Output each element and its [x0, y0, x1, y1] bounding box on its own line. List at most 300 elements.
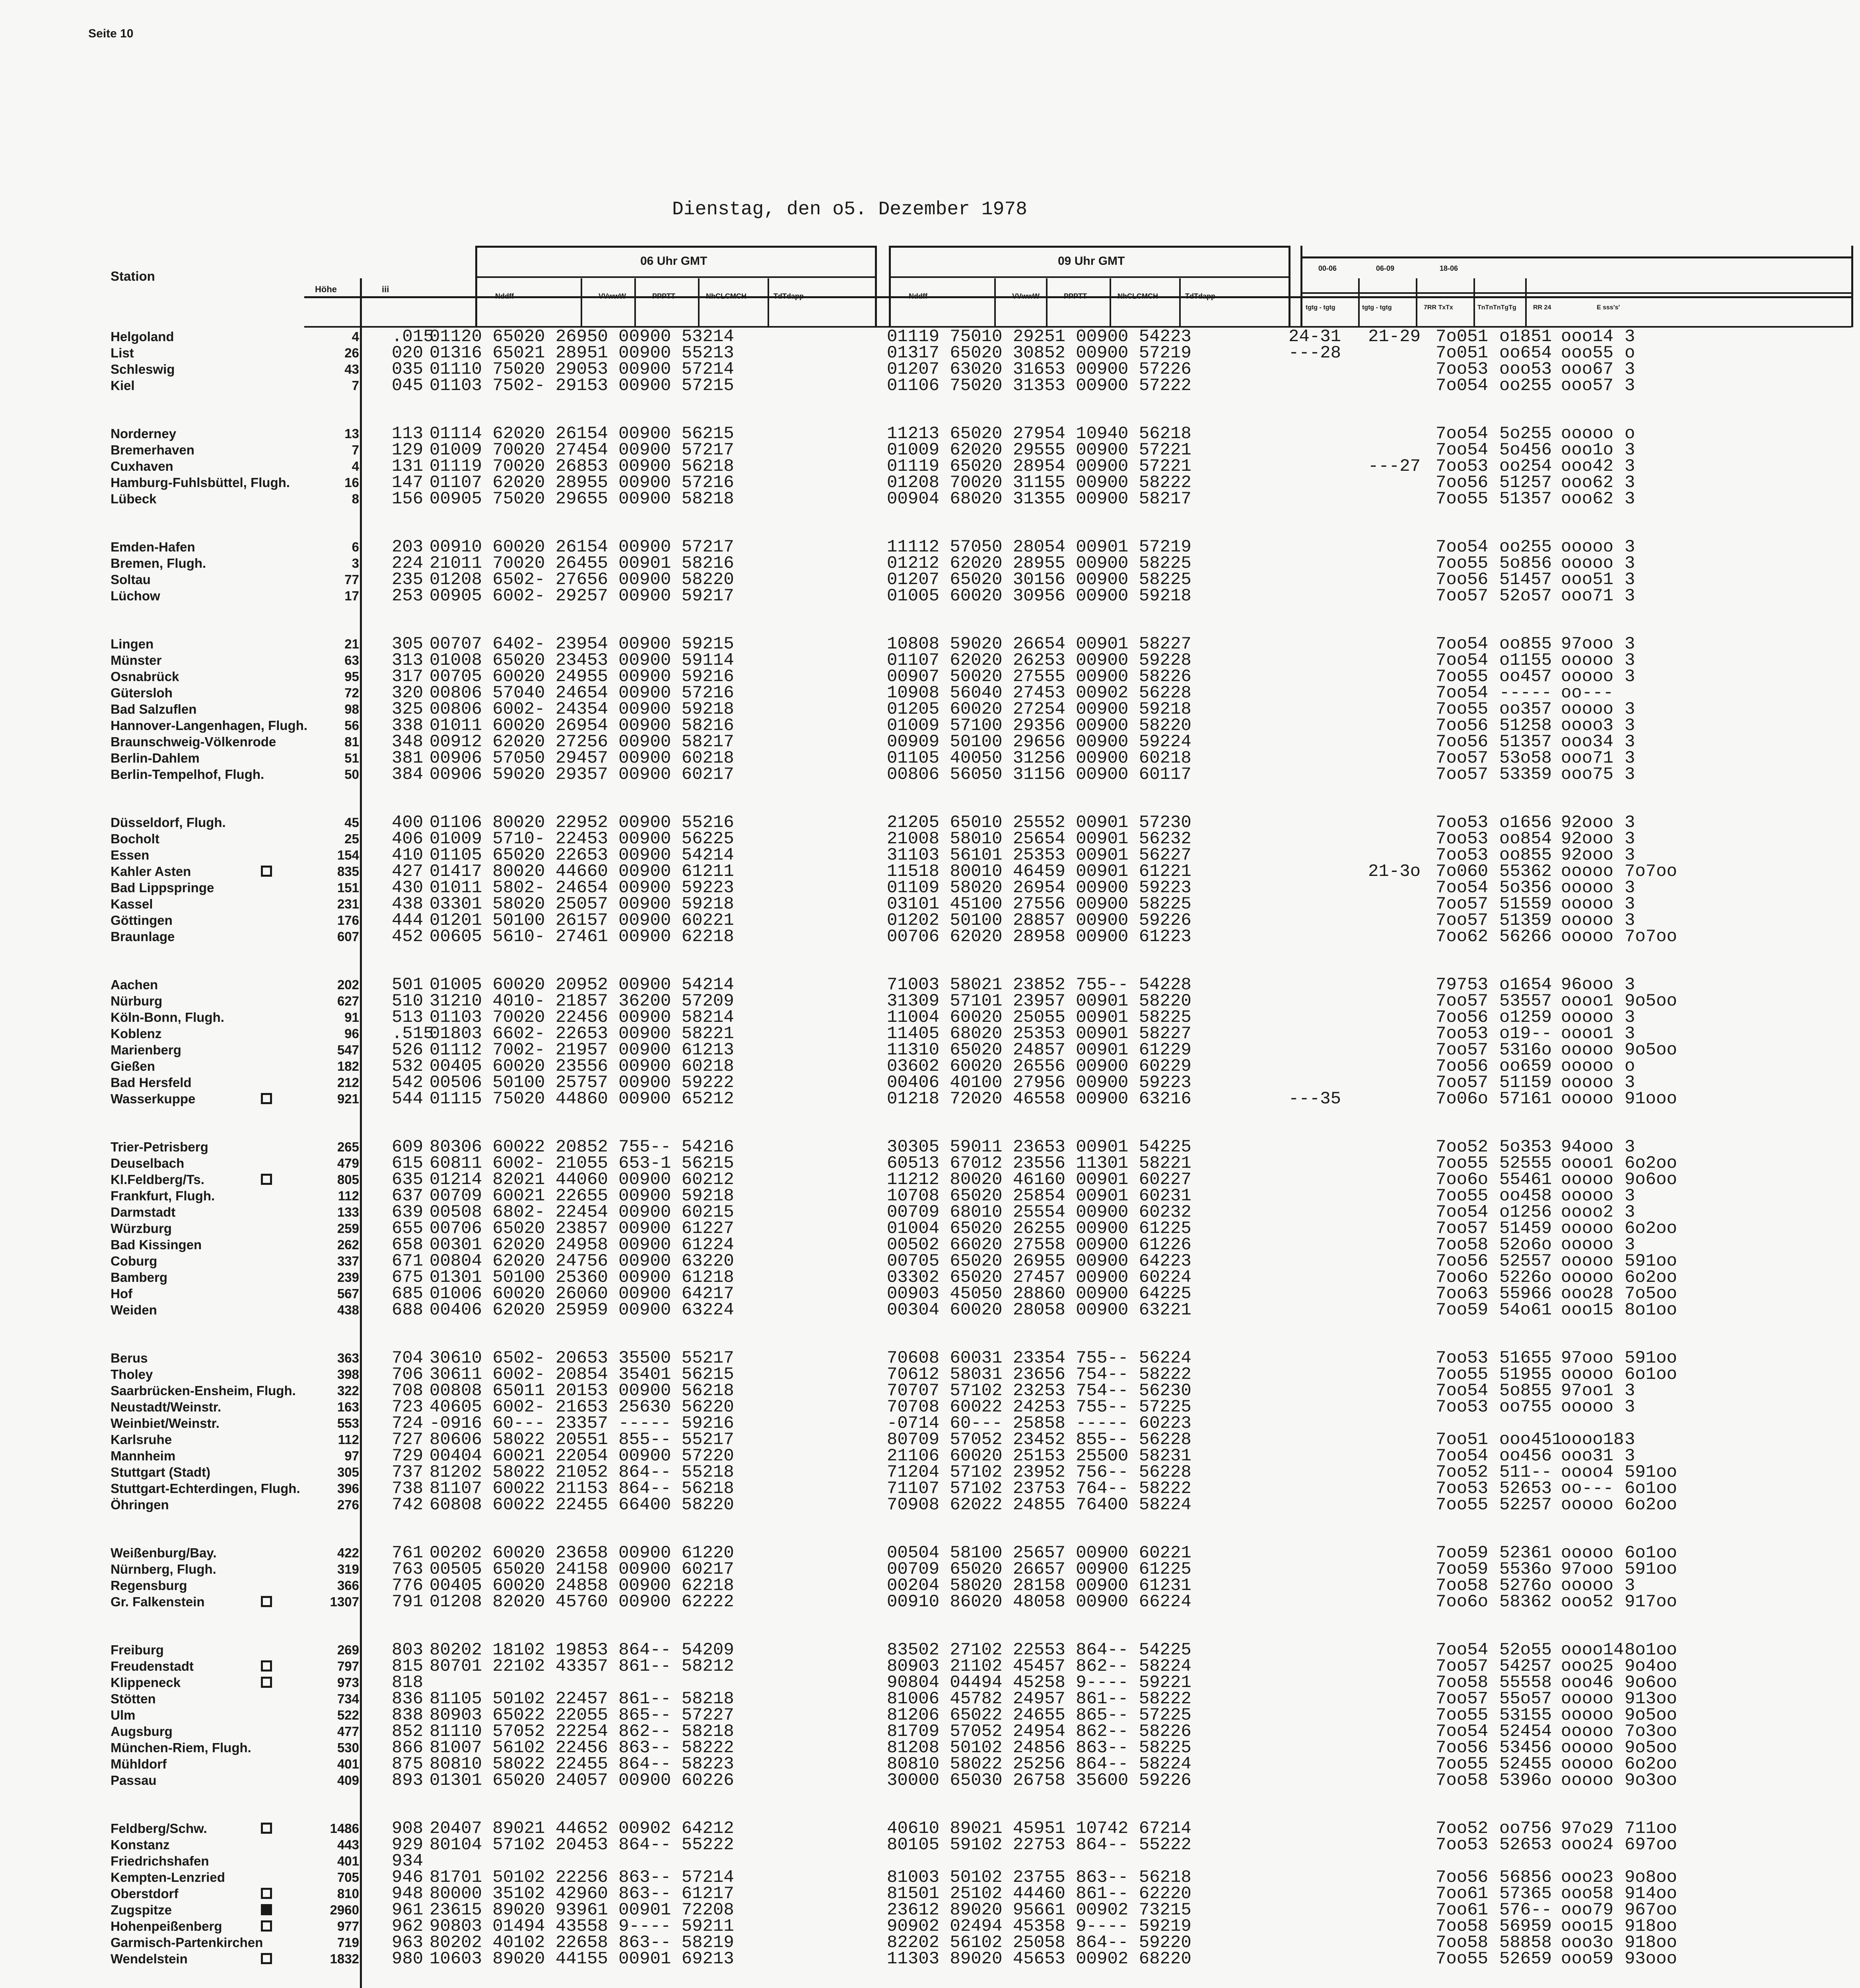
station-name-text: Lüchow [111, 588, 160, 603]
header-09-col-2: PPPTT [1064, 292, 1087, 300]
station-name-text: Emden-Hafen [111, 540, 195, 554]
cell-o09: 01004 65020 26255 00900 61225 [887, 1219, 1191, 1239]
station-name [111, 897, 153, 912]
cell-r4: 51257 [1499, 473, 1552, 493]
cell-r5: 97o29 [1561, 1819, 1614, 1839]
table-row [0, 1837, 1860, 1853]
cell-r4: 5316o [1499, 1040, 1552, 1060]
cell-r4: o1155 [1499, 650, 1552, 670]
station-hoehe: 409 [337, 1773, 359, 1788]
cell-r6: 3 [1625, 813, 1635, 833]
cell-r4: 53o58 [1499, 748, 1552, 768]
cell-r6: 3 [1625, 748, 1635, 768]
station-name [111, 572, 151, 587]
station-name-text: Stötten [111, 1691, 156, 1706]
table-row [0, 750, 1860, 766]
station-name-text: Bad Salzuflen [111, 702, 197, 716]
cell-r4: 56856 [1499, 1868, 1552, 1887]
station-name-text: Koblenz [111, 1026, 162, 1041]
station-name [111, 1935, 263, 1950]
cell-r5: 92ooo [1561, 813, 1614, 833]
cell-o09: 80709 57052 23452 855-- 56228 [887, 1430, 1191, 1450]
station-name [111, 1757, 167, 1772]
cell-r3: 7oo59 [1436, 1300, 1489, 1320]
cell-r5: ooo25 [1561, 1656, 1614, 1676]
cell-iii: 704 [392, 1348, 424, 1368]
station-hoehe: 112 [338, 1432, 359, 1447]
cell-o09: 01205 60020 27254 00900 59218 [887, 699, 1191, 719]
cell-r5: ooooo [1561, 1722, 1614, 1741]
station-hoehe: 8 [352, 491, 359, 506]
cell-r1: ---28 [1289, 343, 1341, 363]
cell-r4: 51559 [1499, 894, 1552, 914]
cell-o06: 01005 60020 20952 00900 54214 [430, 975, 734, 995]
cell-iii: 724 [392, 1413, 424, 1433]
cell-r5: ooo24 [1561, 1835, 1614, 1855]
cell-iii: 635 [392, 1170, 424, 1190]
cell-r4: o1656 [1499, 813, 1552, 833]
table-row [0, 1139, 1860, 1155]
table-row [0, 766, 1860, 782]
cell-r6: 3 [1625, 829, 1635, 849]
header-right-top-2: 18-06 [1440, 264, 1458, 272]
cell-r5: ooooo [1561, 894, 1614, 914]
cell-r6: o [1625, 424, 1635, 444]
cell-r4: 58362 [1499, 1592, 1552, 1612]
cell-r5: ooooo [1561, 1040, 1614, 1060]
cell-iii: 929 [392, 1835, 424, 1855]
cell-r4: 52o6o [1499, 1235, 1552, 1255]
table-row [0, 1220, 1860, 1237]
cell-r3: 7oo61 [1436, 1900, 1489, 1920]
station-hoehe: 262 [337, 1237, 359, 1252]
station-hoehe: 607 [337, 929, 359, 944]
cell-o06: 00405 60020 23556 00900 60218 [430, 1056, 734, 1076]
cell-iii: 655 [392, 1219, 424, 1239]
cell-r3: 7oo59 [1436, 1559, 1489, 1579]
cell-r4: oo255 [1499, 537, 1552, 557]
cell-iii: 946 [392, 1868, 424, 1887]
cell-r6: 697oo [1625, 1835, 1677, 1855]
cell-r6: o [1625, 343, 1635, 363]
cell-iii: 444 [392, 911, 424, 930]
rule-col-5 [1046, 278, 1048, 326]
cell-iii: 706 [392, 1365, 424, 1384]
cell-o06: 01011 5802- 24654 00900 59223 [430, 878, 734, 898]
cell-r3: 7oo54 [1436, 634, 1489, 654]
station-name-text: Saarbrücken-Ensheim, Flugh. [111, 1383, 296, 1398]
cell-o09: 01109 58020 26954 00900 59223 [887, 878, 1191, 898]
cell-o06: 80202 18102 19853 864-- 54209 [430, 1640, 734, 1660]
cell-r5: ooooo [1561, 553, 1614, 573]
table-row [0, 1885, 1860, 1902]
rule-09-sub [889, 276, 1289, 278]
station-hoehe: 977 [337, 1919, 359, 1934]
cell-o06: 01417 80020 44660 00900 61211 [430, 862, 734, 881]
cell-iii: 836 [392, 1689, 424, 1709]
cell-r4: 511-- [1499, 1462, 1552, 1482]
cell-r5: ooo57 [1561, 376, 1614, 396]
cell-r3: 7oo54 [1436, 1722, 1489, 1741]
table-row [0, 1577, 1860, 1594]
cell-r5: ooo51 [1561, 570, 1614, 590]
cell-o06: 81007 56102 22456 863-- 58222 [430, 1738, 734, 1758]
cell-iii: 818 [392, 1673, 424, 1693]
cell-r4: 5o353 [1499, 1137, 1552, 1157]
cell-o09: 80903 21102 45457 862-- 58224 [887, 1656, 1191, 1676]
table-row [0, 1820, 1860, 1837]
cell-o09: -0714 60--- 25858 ----- 60223 [887, 1413, 1191, 1433]
header-06-uhr: 06 Uhr GMT [640, 254, 707, 268]
cell-iii: 147 [392, 473, 424, 493]
station-hoehe: 13 [344, 426, 359, 441]
header-09-col-0: Nddff [909, 292, 927, 300]
cell-r4: oo855 [1499, 634, 1552, 654]
station-name [111, 1659, 194, 1674]
station-name [111, 718, 307, 733]
cell-o06: 80000 35102 42960 863-- 61217 [430, 1884, 734, 1904]
cell-r6: 3 [1625, 1576, 1635, 1596]
rule-col-9 [1416, 278, 1417, 326]
cell-r6: 6o1oo [1625, 1479, 1677, 1499]
station-name-text: Helgoland [111, 329, 174, 344]
cell-r5: ooooo [1561, 650, 1614, 670]
station-name [111, 1724, 173, 1739]
station-hoehe: 366 [337, 1578, 359, 1593]
cell-o09: 21008 58010 25654 00901 56232 [887, 829, 1191, 849]
station-name [111, 1400, 221, 1415]
cell-iii: 156 [392, 489, 424, 509]
cell-iii: 513 [392, 1008, 424, 1027]
header-iii: iii [382, 284, 389, 294]
cell-o09: 71107 57102 23753 764-- 58222 [887, 1479, 1191, 1499]
cell-r3: 7o051 [1436, 327, 1489, 347]
table-row [0, 1269, 1860, 1285]
station-hoehe: 202 [337, 977, 359, 992]
cell-o06: 01103 7502- 29153 00900 57215 [430, 376, 734, 396]
station-name [111, 1367, 153, 1382]
cell-o09: 81208 50102 24856 863-- 58225 [887, 1738, 1191, 1758]
cell-r5: 97ooo [1561, 1559, 1614, 1579]
table-row [0, 328, 1860, 345]
cell-iii: 866 [392, 1738, 424, 1758]
cell-iii: 438 [392, 894, 424, 914]
station-name [111, 1854, 209, 1869]
station-name [111, 1642, 164, 1658]
station-name-text: Oberstdorf [111, 1886, 179, 1901]
cell-o06: 01115 75020 44860 00900 65212 [430, 1089, 734, 1109]
station-hoehe: 151 [337, 880, 359, 895]
station-name-text: Essen [111, 848, 150, 862]
station-hoehe: 522 [337, 1708, 359, 1722]
cell-iii: 224 [392, 553, 424, 573]
cell-iii: 637 [392, 1186, 424, 1206]
cell-o09: 83502 27102 22553 864-- 54225 [887, 1640, 1191, 1660]
station-name [111, 1708, 135, 1723]
cell-r4: oo357 [1499, 699, 1552, 719]
cell-o09: 82202 56102 25058 864-- 59220 [887, 1933, 1191, 1953]
station-name [111, 540, 195, 555]
table-row [0, 1253, 1860, 1269]
cell-iii: 639 [392, 1202, 424, 1222]
station-name-text: Schleswig [111, 362, 175, 377]
cell-o09: 01119 75010 29251 00900 54223 [887, 327, 1191, 347]
cell-r6: 591oo [1625, 1559, 1677, 1579]
open-square-icon [261, 1888, 272, 1899]
cell-r4: 5276o [1499, 1576, 1552, 1596]
cell-r3: 7oo52 [1436, 1819, 1489, 1839]
station-hoehe: 396 [337, 1481, 359, 1496]
cell-r6: 3 [1625, 699, 1635, 719]
cell-r6: 3 [1625, 894, 1635, 914]
cell-r4: 5396o [1499, 1771, 1552, 1790]
station-name-text: Braunlage [111, 929, 175, 944]
station-name-text: Weinbiet/Weinstr. [111, 1416, 220, 1431]
cell-r4: o19-- [1499, 1024, 1552, 1044]
cell-iii: 113 [392, 424, 424, 444]
table-row [0, 1025, 1860, 1042]
station-hoehe: 719 [337, 1935, 359, 1950]
cell-o06: 00912 62020 27256 00900 58217 [430, 732, 734, 752]
cell-o09: 01009 57100 29356 00900 58220 [887, 716, 1191, 736]
cell-r3: 7o054 [1436, 376, 1489, 396]
cell-r3: 7oo57 [1436, 911, 1489, 930]
cell-iii: 410 [392, 845, 424, 865]
cell-r6: 6o2oo [1625, 1219, 1677, 1239]
cell-iii: 875 [392, 1754, 424, 1774]
station-hoehe: 363 [337, 1351, 359, 1365]
cell-o06: 30611 6002- 20854 35401 56215 [430, 1365, 734, 1384]
table-row [0, 442, 1860, 458]
cell-r6: 9o5oo [1625, 1738, 1677, 1758]
cell-iii: 501 [392, 975, 424, 995]
cell-r4: 52455 [1499, 1754, 1552, 1774]
station-name [111, 994, 162, 1009]
station-name-text: Köln-Bonn, Flugh. [111, 1010, 224, 1025]
station-hoehe: 269 [337, 1642, 359, 1657]
cell-r3: 7oo54 [1436, 650, 1489, 670]
cell-r5: 94ooo [1561, 1137, 1614, 1157]
station-hoehe: 45 [344, 815, 359, 830]
cell-r5: ooooo [1561, 424, 1614, 444]
cell-o09: 03602 60020 26556 00900 60229 [887, 1056, 1191, 1076]
cell-o09: 11004 60020 25055 00901 58225 [887, 1008, 1191, 1027]
rule-vertical-4 [1300, 246, 1302, 327]
cell-o06: 81107 60022 21153 864-- 56218 [430, 1479, 734, 1499]
cell-o06: 00808 65011 20153 00900 56218 [430, 1381, 734, 1401]
cell-o09: 03302 65020 27457 00900 60224 [887, 1268, 1191, 1287]
cell-r6: 9o6oo [1625, 1673, 1677, 1693]
cell-r5: ooooo [1561, 1771, 1614, 1790]
cell-r5: ooo15 [1561, 1300, 1614, 1320]
cell-r6: 591oo [1625, 1251, 1677, 1271]
cell-o06: 30610 6502- 20653 35500 55217 [430, 1348, 734, 1368]
station-name-text: Bad Lippspringe [111, 880, 214, 895]
station-name [111, 1497, 169, 1512]
table-row [0, 1853, 1860, 1869]
table-row [0, 1707, 1860, 1723]
cell-r4: oo659 [1499, 1056, 1552, 1076]
cell-r3: 7oo58 [1436, 1673, 1489, 1693]
station-hoehe: 276 [337, 1497, 359, 1512]
station-hoehe: 259 [337, 1221, 359, 1236]
cell-iii: 542 [392, 1073, 424, 1093]
cell-o06: 00905 75020 29655 00900 58218 [430, 489, 734, 509]
cell-r5: ooo67 [1561, 359, 1614, 379]
station-name-text: Lingen [111, 637, 154, 651]
cell-o06: 31210 4010- 21857 36200 57209 [430, 991, 734, 1011]
table-row [0, 377, 1860, 394]
header-right-top-0: 00-06 [1318, 264, 1337, 272]
cell-r5: ooo59 [1561, 1949, 1614, 1969]
cell-r5: ooo1o [1561, 440, 1614, 460]
station-name [111, 1270, 167, 1285]
cell-o06: 01201 50100 26157 00900 60221 [430, 911, 734, 930]
station-name-text: Feldberg/Schw. [111, 1821, 207, 1836]
cell-iii: 948 [392, 1884, 424, 1904]
cell-iii: 961 [392, 1900, 424, 1920]
cell-o06: -0916 60--- 23357 ----- 59216 [430, 1413, 734, 1433]
cell-iii: 406 [392, 829, 424, 849]
cell-r3: 7oo57 [1436, 586, 1489, 606]
station-name [111, 977, 158, 992]
cell-r5: ooooo [1561, 1365, 1614, 1384]
station-hoehe: 16 [344, 475, 359, 490]
cell-r6: o [1625, 1056, 1635, 1076]
cell-r3: 7oo52 [1436, 1137, 1489, 1157]
cell-r6: 3 [1625, 732, 1635, 752]
cell-r3: 7oo56 [1436, 716, 1489, 736]
cell-r3: 7oo55 [1436, 1186, 1489, 1206]
table-row [0, 1658, 1860, 1674]
table-row [0, 831, 1860, 847]
cell-r6: 6o1oo [1625, 1365, 1677, 1384]
cell-r3: 7oo57 [1436, 1656, 1489, 1676]
table-row [0, 879, 1860, 896]
table-row [0, 1366, 1860, 1382]
cell-o09: 21106 60020 25153 25500 58231 [887, 1446, 1191, 1466]
station-name [111, 734, 276, 749]
cell-r1: ---35 [1289, 1089, 1341, 1109]
cell-iii: .515 [392, 1024, 434, 1044]
table-row [0, 1350, 1860, 1366]
cell-o09: 00709 68010 25554 00900 60232 [887, 1202, 1191, 1222]
cell-iii: 934 [392, 1851, 424, 1871]
cell-r1: 24-31 [1289, 327, 1341, 347]
station-name [111, 1205, 175, 1220]
cell-o09: 70707 57102 23253 754-- 56230 [887, 1381, 1191, 1401]
station-name-text: Braunschweig-Völkenrode [111, 734, 276, 749]
station-name-text: Wasserkuppe [111, 1091, 196, 1106]
cell-r5: ooo3o [1561, 1933, 1614, 1953]
cell-r3: 7oo52 [1436, 1462, 1489, 1482]
cell-r3: 7oo55 [1436, 1705, 1489, 1725]
station-name [111, 1837, 170, 1852]
table-row [0, 863, 1860, 879]
rule-right-top [1300, 256, 1851, 258]
rule-right-sub [1300, 292, 1851, 294]
header-06-col-0: Nddff [495, 292, 514, 300]
station-name-text: Bocholt [111, 831, 159, 846]
station-name-text: Kahler Asten [111, 864, 191, 879]
cell-o06: 01008 65020 23453 00900 59114 [430, 650, 734, 670]
cell-r3: 7oo57 [1436, 1219, 1489, 1239]
station-hoehe: 477 [337, 1724, 359, 1739]
cell-r5: 96ooo [1561, 975, 1614, 995]
station-name-text: Nürburg [111, 994, 163, 1008]
station-name [111, 848, 149, 863]
rule-col-3 [768, 278, 769, 326]
header-right-bottom-3: TnTnTnTgTg [1477, 304, 1516, 311]
station-name [111, 1562, 216, 1577]
open-square-icon [261, 1920, 272, 1932]
cell-r4: 57161 [1499, 1089, 1552, 1109]
table-row [0, 1042, 1860, 1058]
cell-r4: 5o456 [1499, 440, 1552, 460]
rule-06-sub [475, 276, 875, 278]
header-station: Station [111, 269, 155, 283]
station-name-text: Trier-Petrisberg [111, 1140, 208, 1154]
header-right-top-1: 06-09 [1376, 264, 1395, 272]
cell-r5: oooo1 [1561, 1153, 1614, 1173]
cell-o09: 00706 62020 28958 00900 61223 [887, 927, 1191, 947]
station-name-text: Tholey [111, 1367, 153, 1382]
cell-r6: 93ooo [1625, 1949, 1677, 1969]
cell-r6: 3 [1625, 1202, 1635, 1222]
cell-r5: oooo3 [1561, 716, 1614, 736]
cell-o06: 01105 65020 22653 00900 54214 [430, 845, 734, 865]
cell-r5: ooo46 [1561, 1673, 1614, 1693]
cell-r6: 3 [1625, 473, 1635, 493]
cell-iii: 742 [392, 1495, 424, 1515]
table-row [0, 539, 1860, 555]
table-row [0, 1448, 1860, 1464]
cell-o06: 01112 7002- 21957 00900 61213 [430, 1040, 734, 1060]
table-row [0, 1740, 1860, 1756]
cell-o06: 01106 80020 22952 00900 55216 [430, 813, 734, 833]
table-row [0, 1918, 1860, 1934]
cell-r4: 52555 [1499, 1153, 1552, 1173]
cell-iii: 815 [392, 1656, 424, 1676]
cell-o09: 03101 45100 27556 00900 58225 [887, 894, 1191, 914]
cell-o06: 80701 22102 43357 861-- 58212 [430, 1656, 734, 1676]
header-right-bottom-1: tgtg - tgtg [1362, 304, 1392, 311]
cell-r4: 52653 [1499, 1479, 1552, 1499]
station-hoehe: 81 [344, 734, 359, 749]
cell-o09: 01317 65020 30852 00900 57219 [887, 343, 1191, 363]
cell-o06: 01803 6602- 22653 00900 58221 [430, 1024, 734, 1044]
cell-r3: 7oo53 [1436, 845, 1489, 865]
station-name [111, 1383, 296, 1398]
cell-iii: 763 [392, 1559, 424, 1579]
station-name-text: Konstanz [111, 1837, 170, 1852]
station-hoehe: 7 [352, 443, 359, 457]
cell-r6: 3 [1625, 1430, 1635, 1450]
table-row [0, 1464, 1860, 1480]
cell-r3: 7oo55 [1436, 667, 1489, 687]
cell-iii: 325 [392, 699, 424, 719]
cell-o09: 40610 89021 45951 10742 67214 [887, 1819, 1191, 1839]
cell-r3: 7oo58 [1436, 1933, 1489, 1953]
station-hoehe: 56 [344, 718, 359, 733]
cell-r5: ooooo [1561, 1056, 1614, 1076]
cell-r6: 7o5oo [1625, 1284, 1677, 1304]
station-hoehe: 835 [337, 864, 359, 879]
open-square-icon [261, 1660, 272, 1672]
header-06-col-3: NhCLCMCH [706, 292, 746, 300]
cell-r4: 5536o [1499, 1559, 1552, 1579]
station-name-text: Kassel [111, 897, 153, 911]
